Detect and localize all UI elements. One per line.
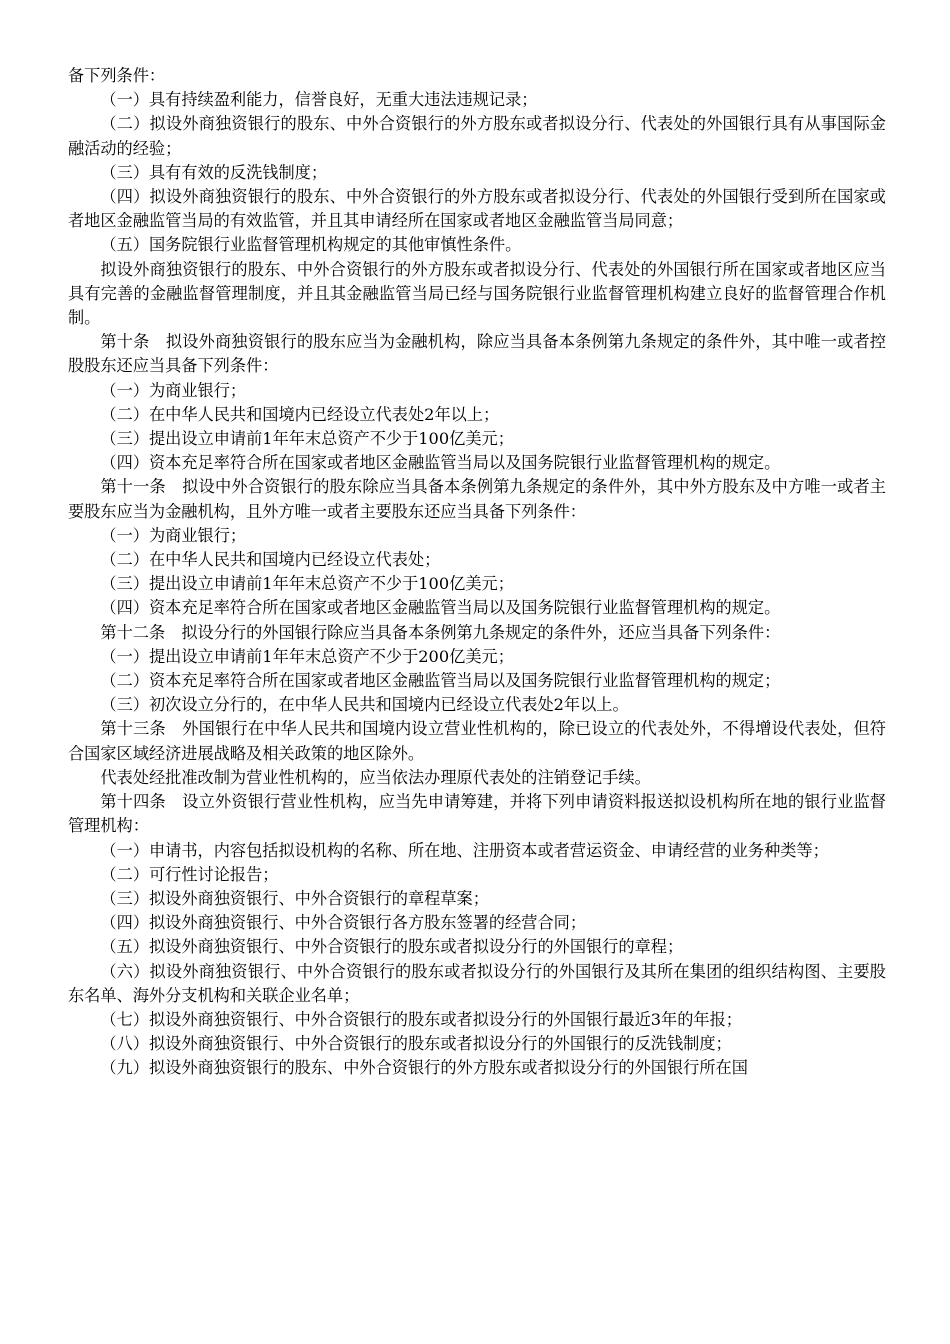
list-item: （四）资本充足率符合所在国家或者地区金融监管当局以及国务院银行业监督管理机构的规定。 (100, 453, 781, 473)
article-14: 第十四条 设立外资银行营业性机构，应当先申请筹建，并将下列申请资料报送拟设机构所在地的银行业监督管理机构： (68, 792, 886, 836)
list-item: （一）申请书，内容包括拟设机构的名称、所在地、注册资本或者营运资金、申请经营的业务种类等； (100, 840, 829, 860)
list-item: （四）拟设外商独资银行、中外合资银行各方股东签署的经营合同； (100, 913, 587, 933)
list-item: （二）资本充足率符合所在国家或者地区金融监管当局以及国务院银行业监督管理机构的规定； (100, 671, 781, 691)
article-10: 第十条 拟设外商独资银行的股东应当为金融机构，除应当具备本条例第九条规定的条件外，其中唯一或者控股股东还应当具备下列条件： (68, 332, 886, 376)
article-12: 第十二条 拟设分行的外国银行除应当具备本条例第九条规定的条件外，还应当具备下列条件： (100, 622, 781, 642)
list-item: （一）为商业银行； (100, 380, 247, 400)
list-item: （九）拟设外商独资银行的股东、中外合资银行的外方股东或者拟设分行的外国银行所在国 (100, 1058, 748, 1078)
list-item: （四）拟设外商独资银行的股东、中外合资银行的外方股东或者拟设分行、代表处的外国银行受到所在国家或者地区金融监管当局的有效监管，并且其申请经所在国家或者地区金融监管当局同意； (68, 187, 886, 231)
list-item: （三）拟设外商独资银行、中外合资银行的章程草案； (100, 888, 489, 908)
list-item: （二）可行性讨论报告； (100, 864, 279, 884)
list-item: （二）在中华人民共和国境内已经设立代表处2年以上； (100, 404, 500, 424)
list-item: （二）拟设外商独资银行的股东、中外合资银行的外方股东或者拟设分行、代表处的外国银行具有从事国际金融活动的经验； (68, 114, 886, 158)
list-item: （七）拟设外商独资银行、中外合资银行的股东或者拟设分行的外国银行最近3年的年报； (100, 1009, 742, 1029)
paragraph: 拟设外商独资银行的股东、中外合资银行的外方股东或者拟设分行、代表处的外国银行所在国家或者地区应当具有完善的金融监督管理制度，并且其金融监管当局已经与国务院银行业监督管理机构建立良好的监督管理合作机制。 (68, 259, 886, 328)
list-item: （三）提出设立申请前1年年末总资产不少于100亿美元； (100, 574, 514, 594)
list-item: （五）拟设外商独资银行、中外合资银行的股东或者拟设分行的外国银行的章程； (100, 937, 684, 957)
list-item: （一）为商业银行； (100, 525, 247, 545)
list-item: （三）具有有效的反洗钱制度； (100, 162, 328, 182)
list-item: （二）在中华人民共和国境内已经设立代表处； (100, 550, 441, 570)
list-item: （六）拟设外商独资银行、中外合资银行的股东或者拟设分行的外国银行及其所在集团的组织结构图、主要股东名单、海外分支机构和关联企业名单； (68, 961, 886, 1005)
list-item: （四）资本充足率符合所在国家或者地区金融监管当局以及国务院银行业监督管理机构的规定。 (100, 598, 781, 618)
list-item: （五）国务院银行业监督管理机构规定的其他审慎性条件。 (100, 235, 522, 255)
document-page (68, 64, 886, 1081)
article-11: 第十一条 拟设中外合资银行的股东除应当具备本条例第九条规定的条件外，其中外方股东及中方唯一或者主要股东应当为金融机构，且外方唯一或者主要股东还应当具备下列条件： (68, 477, 886, 521)
list-item: （一）具有持续盈利能力，信誉良好，无重大违法违规记录； (100, 90, 538, 110)
list-item: （三）初次设立分行的，在中华人民共和国境内已经设立代表处2年以上。 (100, 695, 629, 715)
list-item: （三）提出设立申请前1年年末总资产不少于100亿美元； (100, 429, 514, 449)
article-13: 第十三条 外国银行在中华人民共和国境内设立营业性机构的，除已设立的代表处外，不得增设代表处，但符合国家区域经济进展战略及相关政策的地区除外。 (68, 719, 886, 763)
paragraph-continuation: 备下列条件： (68, 66, 166, 85)
paragraph: 代表处经批准改制为营业性机构的，应当依法办理原代表处的注销登记手续。 (100, 767, 651, 787)
list-item: （八）拟设外商独资银行、中外合资银行的股东或者拟设分行的外国银行的反洗钱制度； (100, 1034, 732, 1054)
list-item: （一）提出设立申请前1年年末总资产不少于200亿美元； (100, 646, 514, 666)
